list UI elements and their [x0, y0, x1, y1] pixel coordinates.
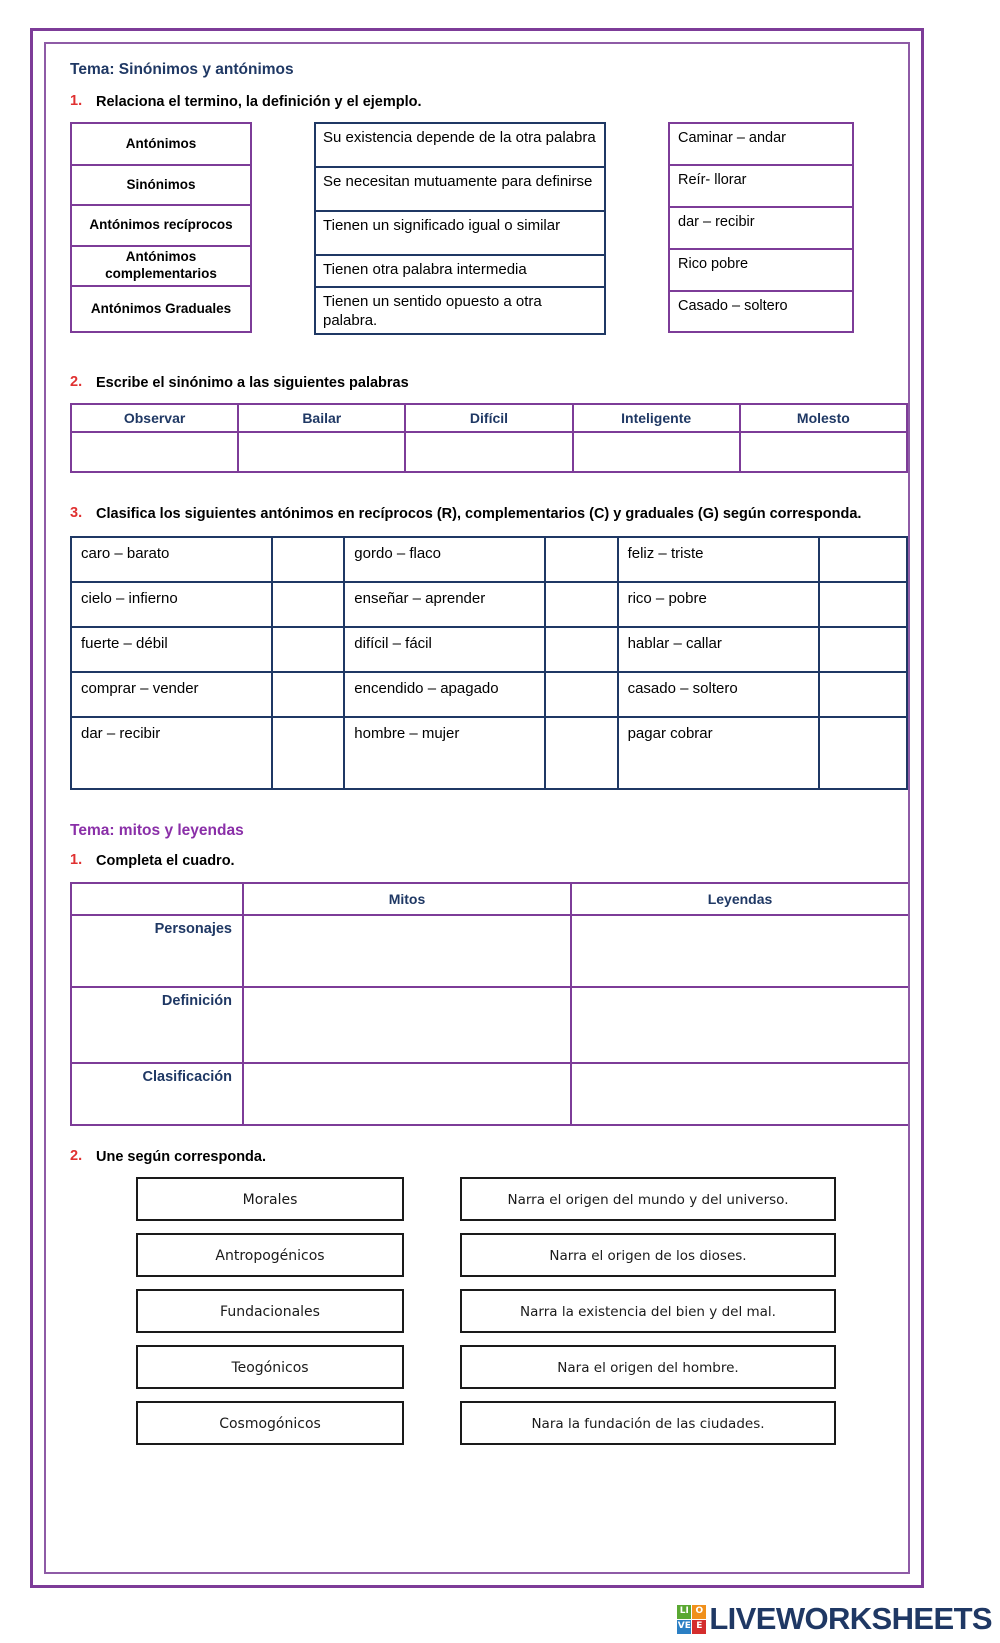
term-box[interactable]: Antónimos recíprocos [70, 204, 252, 247]
topic-heading-mitos: Tema: mitos y leyendas [70, 822, 244, 840]
logo-tile-e: E [692, 1620, 706, 1634]
leyendas-answer-cell[interactable] [571, 1063, 909, 1125]
table-row [71, 672, 907, 717]
worksheet-content [44, 42, 910, 1574]
matching-right-column [460, 1177, 836, 1457]
antonym-pair: gordo – flaco [344, 537, 545, 582]
definition-box[interactable]: Se necesitan mutuamente para definirse [314, 166, 606, 212]
match-definition-box[interactable]: Narra el origen del mundo y del universo. [460, 1177, 836, 1221]
mitos-exercise-2-instruction-row [70, 1148, 890, 1167]
mitos-exercise-1-instruction: Completa el cuadro. [96, 853, 235, 870]
antonym-pair: dar – recibir [71, 717, 272, 789]
exercise-3-instruction-row [70, 505, 890, 524]
synonym-header: Difícil [405, 404, 572, 432]
table-header-row [71, 404, 907, 432]
match-term-box[interactable]: Morales [136, 1177, 404, 1221]
synonym-answer-cell[interactable] [405, 432, 572, 472]
matching-exercise-area [64, 1177, 890, 1459]
match-definition-box[interactable]: Nara la fundación de las ciudades. [460, 1401, 836, 1445]
logo-tile-ve: VE [677, 1620, 691, 1634]
exercise-1-instruction-row [70, 93, 890, 112]
antonym-pair: encendido – apagado [344, 672, 545, 717]
example-box[interactable]: Casado – soltero [668, 290, 854, 333]
antonym-answer-cell[interactable] [819, 672, 907, 717]
logo-tile-li: LI [677, 1605, 691, 1619]
antonym-answer-cell[interactable] [272, 672, 344, 717]
exercise-1-instruction: Relaciona el termino, la definición y el ejemplo. [96, 94, 422, 110]
antonym-pair: hablar – callar [618, 627, 819, 672]
match-term-box[interactable]: Fundacionales [136, 1289, 404, 1333]
liveworksheets-wordmark: LIVEWORKSHEETS [709, 1601, 992, 1636]
term-box[interactable]: Antónimos [70, 122, 252, 166]
antonym-answer-cell[interactable] [819, 582, 907, 627]
definition-box[interactable]: Tienen un sentido opuesto a otra palabra. [314, 286, 606, 335]
table-row [71, 915, 909, 987]
antonym-answer-cell[interactable] [272, 537, 344, 582]
antonym-pair: hombre – mujer [344, 717, 545, 789]
antonym-pair: caro – barato [71, 537, 272, 582]
table-row [71, 987, 909, 1063]
antonym-answer-cell[interactable] [819, 537, 907, 582]
synonym-header: Inteligente [573, 404, 740, 432]
leyendas-answer-cell[interactable] [571, 915, 909, 987]
antonym-answer-cell[interactable] [272, 627, 344, 672]
term-box[interactable]: Sinónimos [70, 164, 252, 206]
mitos-answer-cell[interactable] [243, 915, 571, 987]
antonym-pair: fuerte – débil [71, 627, 272, 672]
mitos-row-label: Clasificación [71, 1063, 243, 1125]
mitos-row-label: Personajes [71, 915, 243, 987]
antonym-answer-cell[interactable] [545, 717, 617, 789]
table-row [71, 432, 907, 472]
table-header-row [71, 883, 909, 915]
table-row [71, 717, 907, 789]
antonym-answer-cell[interactable] [545, 627, 617, 672]
topic-heading-sinonimos: Tema: Sinónimos y antónimos [70, 61, 294, 78]
match-definition-box[interactable]: Nara el origen del hombre. [460, 1345, 836, 1389]
mitos-leyendas-table [70, 882, 910, 1126]
antonym-pair: casado – soltero [618, 672, 819, 717]
match-term-box[interactable]: Teogónicos [136, 1345, 404, 1389]
synonyms-table [70, 403, 908, 473]
antonym-pair: comprar – vender [71, 672, 272, 717]
match-term-box[interactable]: Cosmogónicos [136, 1401, 404, 1445]
mitos-exercise-1-instruction-row [70, 852, 890, 871]
exercise-1-examples-column [668, 122, 854, 344]
liveworksheets-logo-tiles [677, 1605, 706, 1634]
antonym-pair: enseñar – aprender [344, 582, 545, 627]
definition-box[interactable]: Su existencia depende de la otra palabra [314, 122, 606, 168]
definition-box[interactable]: Tienen otra palabra intermedia [314, 254, 606, 288]
antonym-answer-cell[interactable] [545, 582, 617, 627]
exercise-2-instruction-row [70, 374, 890, 393]
match-definition-box[interactable]: Narra la existencia del bien y del mal. [460, 1289, 836, 1333]
mitos-exercise-1-number: 1. [70, 852, 83, 869]
antonym-pair: rico – pobre [618, 582, 819, 627]
antonym-answer-cell[interactable] [272, 717, 344, 789]
term-box[interactable]: Antónimos complementarios [70, 245, 252, 287]
antonym-answer-cell[interactable] [545, 672, 617, 717]
synonym-header: Bailar [238, 404, 405, 432]
exercise-1-definitions-column [314, 122, 606, 344]
match-term-box[interactable]: Antropogénicos [136, 1233, 404, 1277]
table-row [71, 1063, 909, 1125]
synonym-header: Molesto [740, 404, 907, 432]
mitos-corner-cell [71, 883, 243, 915]
table-row [71, 582, 907, 627]
antonym-pair: pagar cobrar [618, 717, 819, 789]
example-box[interactable]: Rico pobre [668, 248, 854, 292]
antonym-pair: feliz – triste [618, 537, 819, 582]
liveworksheets-logo [677, 1601, 992, 1637]
term-box[interactable]: Antónimos Graduales [70, 285, 252, 333]
exercise-3-instruction: Clasifica los siguientes antónimos en recíprocos (R), complementarios (C) y graduales (G) según corresponda. [96, 506, 862, 523]
antonyms-classification-table [70, 536, 908, 790]
table-row [71, 627, 907, 672]
antonym-answer-cell[interactable] [545, 537, 617, 582]
mitos-exercise-2-instruction: Une según corresponda. [96, 1148, 267, 1165]
mitos-column-header: Mitos [243, 883, 571, 915]
mitos-answer-cell[interactable] [243, 987, 571, 1063]
synonym-answer-cell[interactable] [238, 432, 405, 472]
mitos-exercise-2-number: 2. [70, 1147, 83, 1164]
example-box[interactable]: Caminar – andar [668, 122, 854, 166]
exercise-1-matching-area [64, 122, 890, 344]
synonym-answer-cell[interactable] [740, 432, 907, 472]
worksheet-page-frame [30, 28, 924, 1588]
definition-box[interactable]: Tienen un significado igual o similar [314, 210, 606, 256]
synonym-answer-cell[interactable] [573, 432, 740, 472]
synonym-header: Observar [71, 404, 238, 432]
mitos-answer-cell[interactable] [243, 1063, 571, 1125]
antonym-answer-cell[interactable] [819, 627, 907, 672]
exercise-2-number: 2. [70, 374, 83, 391]
example-box[interactable]: Reír- llorar [668, 164, 854, 208]
antonym-answer-cell[interactable] [819, 717, 907, 789]
leyendas-column-header: Leyendas [571, 883, 909, 915]
matching-left-column [136, 1177, 404, 1457]
exercise-1-number: 1. [70, 93, 83, 109]
leyendas-answer-cell[interactable] [571, 987, 909, 1063]
example-box[interactable]: dar – recibir [668, 206, 854, 250]
mitos-row-label: Definición [71, 987, 243, 1063]
table-row [71, 537, 907, 582]
antonym-answer-cell[interactable] [272, 582, 344, 627]
exercise-3-number: 3. [70, 505, 83, 522]
synonym-answer-cell[interactable] [71, 432, 238, 472]
antonym-pair: difícil – fácil [344, 627, 545, 672]
exercise-1-terms-column [70, 122, 252, 344]
antonym-pair: cielo – infierno [71, 582, 272, 627]
exercise-2-instruction: Escribe el sinónimo a las siguientes palabras [96, 375, 409, 392]
match-definition-box[interactable]: Narra el origen de los dioses. [460, 1233, 836, 1277]
logo-tile-o: O [692, 1605, 706, 1619]
